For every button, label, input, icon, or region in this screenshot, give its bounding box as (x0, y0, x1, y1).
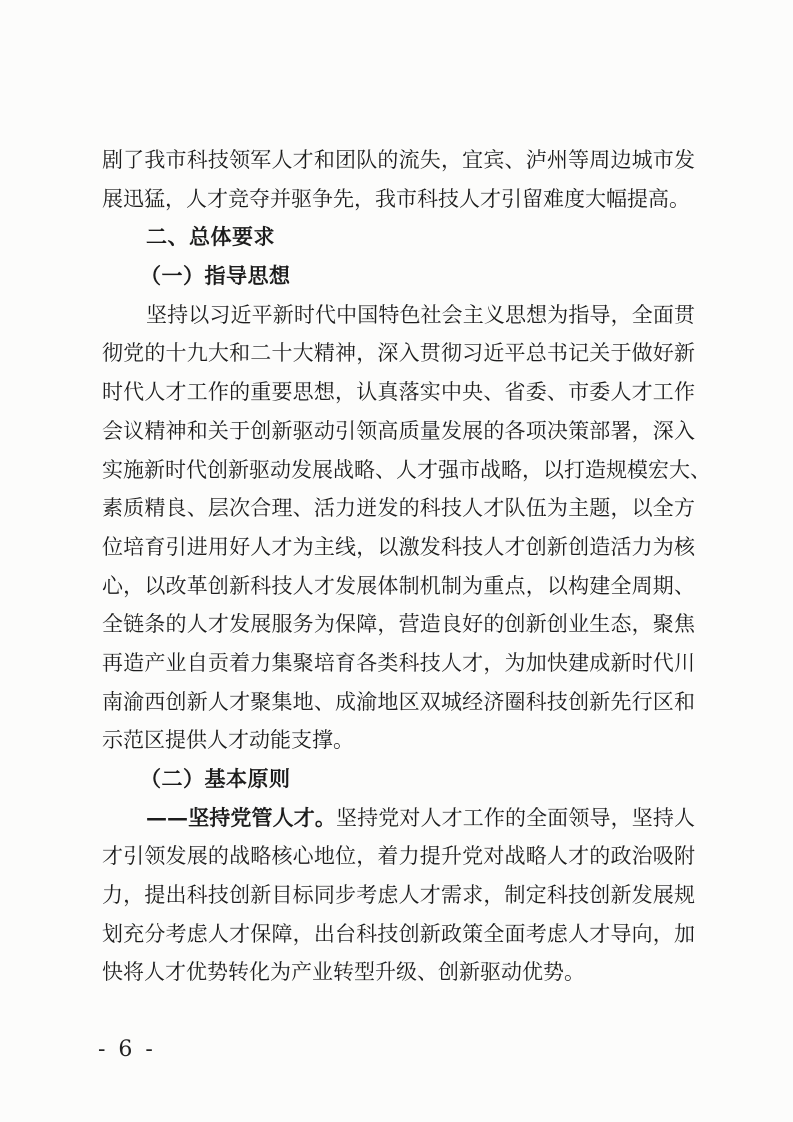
text-line: 心，以改革创新科技人才发展体制机制为重点，以构建全周期、 (102, 573, 695, 598)
text-line: 示范区提供人才动能支撑。 (102, 728, 354, 753)
subsection-heading: （二）基本原则 (140, 766, 291, 791)
text-line: 剧了我市科技领军人才和团队的流失，宜宾、泸州等周边城市发 (102, 148, 695, 172)
text-line: 快将人才优势转化为产业转型升级、创新驱动优势。 (102, 960, 585, 985)
text-line: 展迅猛，人才竞夺并驱争先，我市科技人才引留难度大幅提高。 (102, 186, 690, 211)
text-line: 彻党的十九大和二十大精神，深入贯彻习近平总书记关于做好新 (102, 341, 695, 366)
text-line: 划充分考虑人才保障，出台科技创新政策全面考虑人才导向，加 (102, 921, 695, 946)
text-line: 实施新时代创新驱动发展战略、人才强市战略，以打造规模宏大、 (102, 457, 711, 482)
text-line: 力，提出科技创新目标同步考虑人才需求，制定科技创新发展规 (102, 883, 695, 908)
text-line (102, 799, 695, 838)
principle-lead: ——坚持党管人才。 (146, 804, 336, 830)
text-line: 会议精神和关于创新驱动引领高质量发展的各项决策部署，深入 (102, 418, 695, 443)
text-line: 位培育引进用好人才为主线，以激发科技人才创新创造活力为核 (102, 534, 695, 559)
text-line: 才引领发展的战略核心地位，着力提升党对战略人才的政治吸附 (102, 844, 695, 869)
subsection-heading: （一）指导思想 (140, 263, 291, 289)
page-number: - 6 - (98, 1037, 156, 1062)
principle-text: 坚持党对人才工作的全面领导，坚持人 (336, 805, 695, 830)
text-line: 时代人才工作的重要思想，认真落实中央、省委、市委人才工作 (102, 380, 695, 405)
body-text (102, 141, 711, 992)
text-line: 再造产业自贡着力集聚培育各类科技人才，为加快建成新时代川 (102, 650, 695, 675)
section-heading: 二、总体要求 (146, 225, 275, 250)
text-line: 素质精良、层次合理、活力迸发的科技人才队伍为主题，以全方 (102, 496, 695, 521)
text-line: 南渝西创新人才聚集地、成渝地区双城经济圈科技创新先行区和 (102, 689, 695, 714)
text-line: 全链条的人才发展服务为保障，营造良好的创新创业生态，聚焦 (102, 612, 695, 637)
text-line: 坚持以习近平新时代中国特色社会主义思想为指导，全面贯 (146, 302, 695, 327)
